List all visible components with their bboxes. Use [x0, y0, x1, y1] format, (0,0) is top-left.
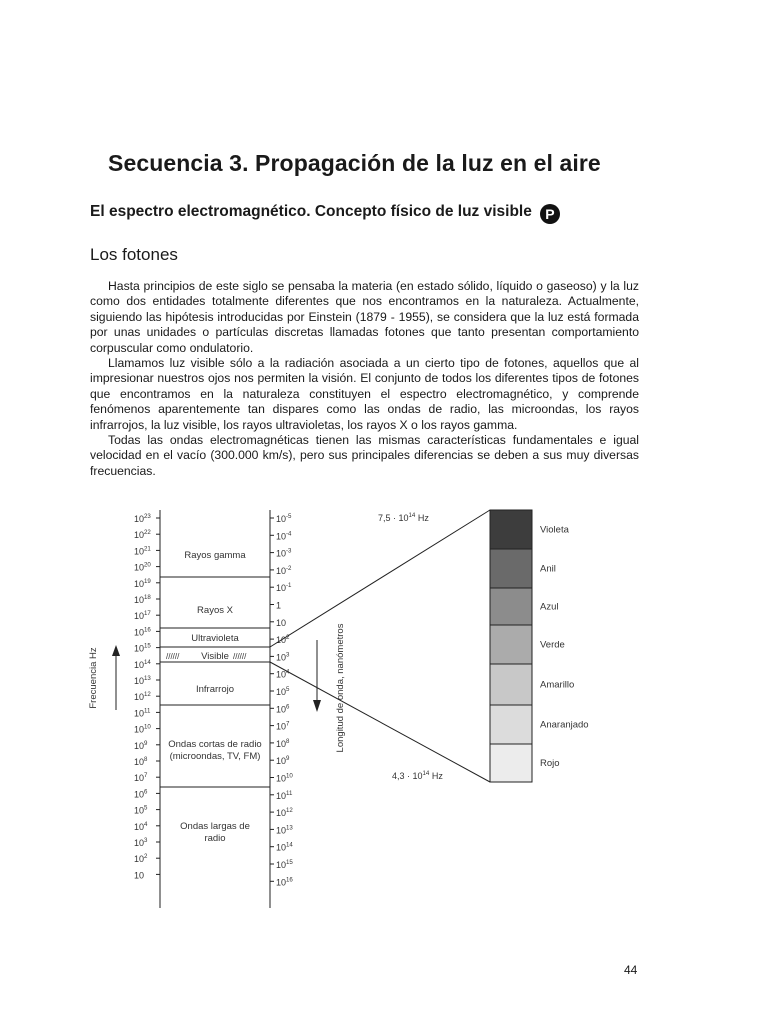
frequency-tick-label: $10^{16}$	[134, 626, 151, 638]
color-swatch	[490, 744, 532, 782]
frequency-tick-label: $10^6$	[134, 788, 148, 800]
band-label: (microondas, TV, FM)	[169, 751, 261, 762]
body-text	[90, 279, 639, 479]
wavelength-tick-label: $10^7$	[276, 720, 290, 732]
frequency-tick-label: $10^{15}$	[134, 642, 151, 654]
wavelength-tick-label: $10^{12}$	[276, 807, 293, 819]
wavelength-tick-label: 1	[276, 600, 282, 611]
frequency-tick-label: $10^{10}$	[134, 723, 151, 735]
wavelength-tick-label: $10^9$	[276, 755, 290, 767]
wavelength-tick-label: $10^{-4}$	[276, 530, 292, 542]
frequency-tick-label: $10^2$	[134, 853, 148, 865]
frequency-arrow-up-icon	[112, 645, 120, 656]
subtitle-text: El espectro electromagnético. Concepto físico de luz visible	[90, 203, 532, 220]
wavelength-tick-label: $10^{-1}$	[276, 582, 292, 594]
color-swatch	[490, 664, 532, 705]
page-title: Secuencia 3. Propagación de la luz en el aire	[108, 150, 601, 176]
color-swatch	[490, 705, 532, 744]
wavelength-axis-label: Longitud de onda, nanómetros	[335, 623, 346, 753]
paragraph: Hasta principios de este siglo se pensaba la materia (en estado sólido, líquido o gaseoso) y la luz como dos entidades totalmente diferentes que nos encontramos en la naturaleza. Actualmente, siguiendo las hipótesis introducidas por Einstein (1879 - 1955), se considera que la luz está formada por unas unidades o partículas discretas llamadas fotones que tanto presentan comportamiento corpuscular como ondulatorio.	[90, 279, 639, 355]
color-label: Anaranjado	[540, 719, 589, 731]
band-label: radio	[204, 833, 226, 844]
frequency-tick-label: $10^3$	[134, 837, 148, 848]
section-subtitle	[90, 203, 560, 224]
zoom-line-top	[270, 510, 490, 647]
band-label: Ondas largas de	[180, 821, 250, 832]
wavelength-tick-label: $10^{14}$	[276, 841, 293, 853]
wavelength-tick-label: $10^5$	[276, 686, 290, 697]
wavelength-tick-label: $10^{-2}$	[276, 564, 292, 576]
wavelength-tick-label: $10^{15}$	[276, 859, 293, 870]
band-label: Rayos gamma	[184, 550, 246, 561]
wavelength-tick-label: $10^{13}$	[276, 824, 293, 836]
frequency-tick-label: $10^{17}$	[134, 610, 151, 622]
color-label: Amarillo	[540, 679, 575, 691]
frequency-axis-label: Frecuencia Hz	[88, 647, 99, 709]
color-label: Rojo	[540, 758, 560, 769]
p-badge-icon: P	[540, 204, 560, 224]
wavelength-tick-label: $10^2$	[276, 634, 290, 646]
color-label: Azul	[540, 601, 559, 613]
frequency-tick-label: $10^8$	[134, 756, 148, 767]
visible-hatch-left: //////	[166, 652, 180, 661]
frequency-tick-label: $10^9$	[134, 739, 148, 751]
band-label: Infrarrojo	[195, 684, 235, 695]
color-label: Violeta	[540, 524, 569, 536]
frequency-tick-label: $10^{11}$	[134, 707, 151, 719]
zoom-line-bottom	[270, 662, 490, 782]
band-label: Rayos X	[197, 605, 233, 616]
wavelength-tick-label: 10	[276, 617, 287, 628]
wavelength-arrow-down-icon	[313, 700, 321, 712]
color-label: Anil	[540, 563, 556, 575]
band-label: Ondas cortas de radio	[168, 739, 262, 750]
frequency-tick-label: $10^{20}$	[134, 561, 151, 573]
color-swatch	[490, 588, 532, 625]
frequency-tick-label: $10^{18}$	[134, 594, 151, 605]
frequency-tick-label: $10^{14}$	[134, 658, 151, 670]
wavelength-tick-label: $10^6$	[276, 703, 290, 715]
wavelength-tick-label: $10^3$	[276, 651, 290, 663]
frequency-tick-label: $10^{21}$	[134, 545, 151, 557]
wavelength-tick-label: $10^{11}$	[276, 789, 293, 801]
section-heading: Los fotones	[90, 245, 178, 264]
frequency-tick-label: $10^{22}$	[134, 529, 151, 541]
page-number: 44	[624, 963, 638, 977]
wavelength-tick-label: $10^{-3}$	[276, 547, 292, 559]
frequency-tick-label: $10^{19}$	[134, 577, 151, 589]
color-swatch	[490, 625, 532, 664]
wavelength-tick-label: $10^4$	[276, 668, 290, 680]
wavelength-tick-label: $10^{16}$	[276, 876, 293, 888]
frequency-tick-label: $10^7$	[134, 772, 148, 784]
wavelength-tick-label: $10^{10}$	[276, 772, 293, 784]
frequency-tick-label: $10^{13}$	[134, 675, 151, 686]
band-label: Visible	[201, 651, 229, 662]
wavelength-tick-label: $10^{-5}$	[276, 513, 292, 524]
color-label: Verde	[540, 639, 565, 651]
wavelength-tick-label: $10^8$	[276, 737, 290, 749]
paragraph: Todas las ondas electromagnéticas tienen las mismas características fundamentales e igual velocidad en el vacío (300.000 km/s), pero sus principales diferencias se deben a sus muy diversas frecuencias.	[90, 433, 639, 478]
top-frequency-label: $7,5 \cdot 10^{14}$ Hz	[378, 512, 429, 523]
frequency-tick-label: $10^4$	[134, 820, 148, 832]
frequency-tick-label: $10^5$	[134, 804, 148, 816]
color-swatch	[490, 510, 532, 549]
color-swatch	[490, 549, 532, 588]
band-label: Ultravioleta	[191, 633, 239, 644]
frequency-tick-label: $10^{23}$	[134, 513, 151, 524]
frequency-tick-label: $10^{12}$	[134, 691, 151, 703]
frequency-tick-label: 10	[134, 870, 145, 881]
visible-hatch-right: //////	[233, 652, 247, 661]
paragraph: Llamamos luz visible sólo a la radiación asociada a un cierto tipo de fotones, aquellos que al impresionar nuestros ojos nos permiten la visión. El conjunto de todos los diferentes tipos de fotones que encontramos en la naturaleza constituyen el espectro electromagnético, y comprende fenómenos aparentemente tan dispares como las ondas de radio, las microondas, los rayos infrarrojos, la luz visible, los rayos ultravioletas, los rayos X o los rayos gamma.	[90, 356, 639, 432]
electromagnetic-spectrum-diagram	[80, 500, 600, 915]
bottom-frequency-label: $4,3 \cdot 10^{14}$ Hz	[392, 770, 443, 781]
